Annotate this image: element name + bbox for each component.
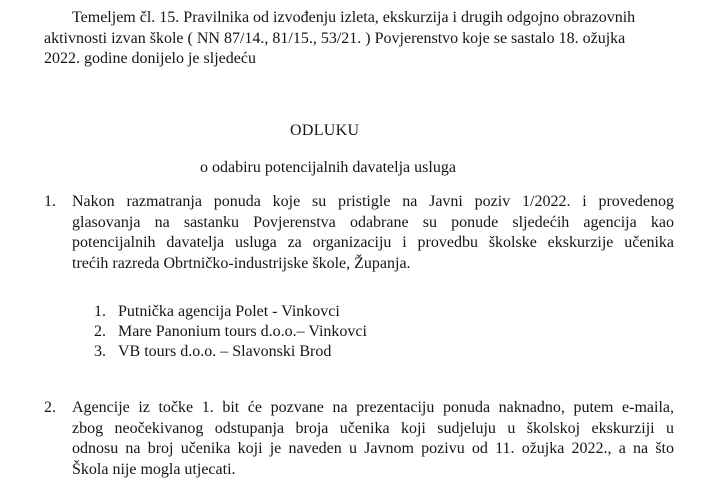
agency-number: 2. xyxy=(94,322,118,342)
intro-line: 2022. godine donijelo je sljedeću xyxy=(44,49,674,70)
item-line: glasovanja na sastanku Povjerenstva odabrane su ponude sljedećih agencija kao xyxy=(72,213,674,234)
item-number: 2. xyxy=(44,398,56,419)
item-text xyxy=(72,192,674,274)
agency-number: 3. xyxy=(94,342,118,362)
list-item xyxy=(94,322,367,342)
item-line: potencijalnih davatelja usluga za organizaciju i provedbu školske ekskurzije učenika xyxy=(72,233,674,254)
item-number: 1. xyxy=(44,192,56,213)
document-title: ODLUKU xyxy=(290,121,721,142)
item-text xyxy=(72,398,674,480)
item-line: Nakon razmatranja ponuda koje su pristigle na Javni poziv 1/2022. i provedenog xyxy=(72,192,674,213)
item-line: odnosu na broj učenika koji je naveden u Javnom pozivu od 11. ožujka 2022., a na što xyxy=(72,439,674,460)
agency-name: VB tours d.o.o. – Slavonski Brod xyxy=(118,343,331,360)
item-line: trećih razreda Obrtničko-industrijske škole, Županja. xyxy=(72,254,674,275)
agency-name: Mare Panonium tours d.o.o.– Vinkovci xyxy=(118,323,367,340)
intro-line: aktivnosti izvan škole ( NN 87/14., 81/15., 53/21. ) Povjerenstvo koje se sastalo 18. ožujka xyxy=(44,29,674,50)
agency-list xyxy=(94,302,367,362)
item-line: zbog neočekivanog odstupanja broja učenika koji sudjeluju u školskoj ekskurziji u xyxy=(72,419,674,440)
intro-line: Temeljem čl. 15. Pravilnika od izvođenju izleta, ekskurzija i drugih odgojno obrazovnih xyxy=(44,8,674,29)
document-subtitle: o odabiru potencijalnih davatelja usluga xyxy=(200,158,721,179)
item-line: Škola nije mogla utjecati. xyxy=(72,460,674,480)
agency-name: Putnička agencija Polet - Vinkovci xyxy=(118,303,340,320)
intro-paragraph xyxy=(44,8,674,70)
item-line: Agencije iz točke 1. bit će pozvane na prezentaciju ponuda naknadno, putem e-maila, xyxy=(72,398,674,419)
list-item xyxy=(94,342,367,362)
agency-number: 1. xyxy=(94,302,118,322)
list-item xyxy=(94,302,367,322)
